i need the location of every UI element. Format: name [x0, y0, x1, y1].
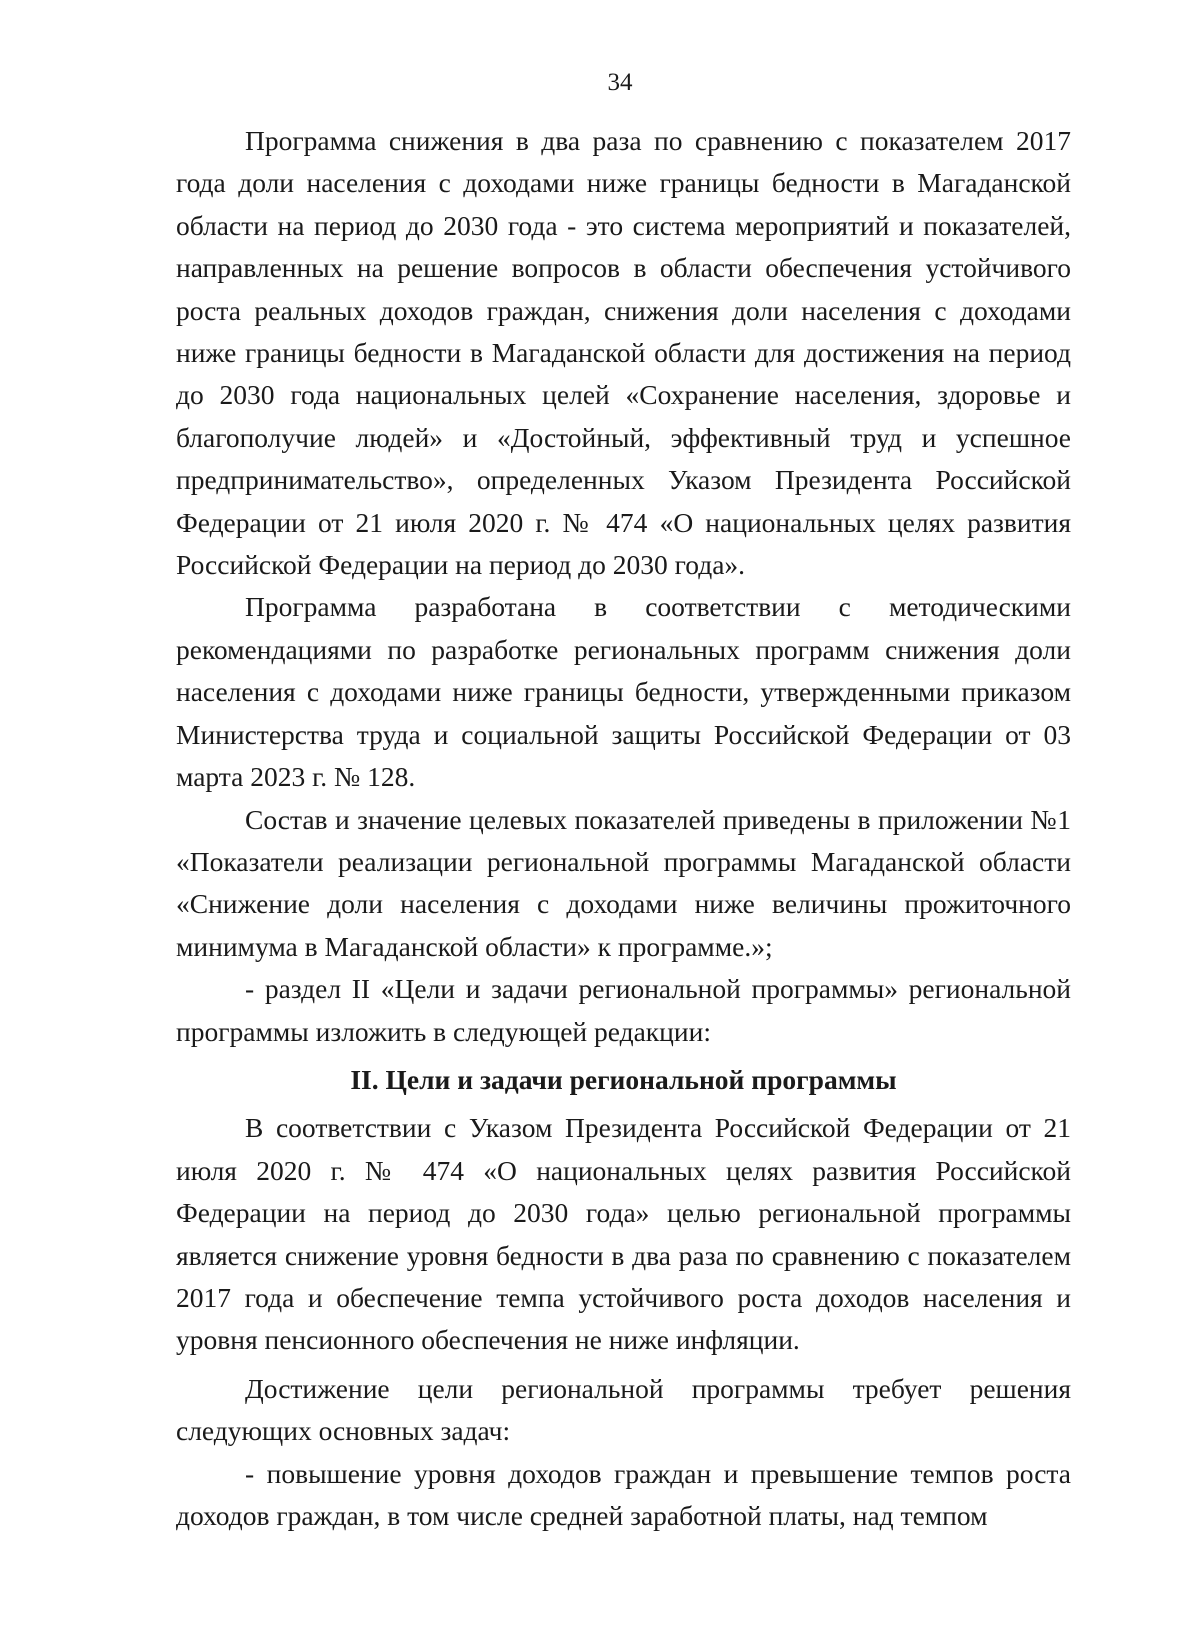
- section-heading: II. Цели и задачи региональной программы: [350, 1063, 897, 1095]
- paragraph-section-amendment: - раздел II «Цели и задачи региональной программы» региональной программы изложить в следующей редакции:: [176, 973, 1071, 1047]
- paragraph-program-goal: В соответствии с Указом Президента Российской Федерации от 21 июля 2020 г. № 474 «О национальных целях развития Российской Федерации на период до 2030 года» целью региональной программы является снижение уровня бедности в два раза по сравнению с показателем 2017 года и обеспечение темпа устойчивого роста доходов населения и уровня пенсионного обеспечения не ниже инфляции.: [176, 1112, 1071, 1356]
- paragraph-target-indicators: Состав и значение целевых показателей приведены в приложении №1 «Показатели реализации региональной программы Магаданской области «Снижение доли населения с доходами ниже величины прожиточного минимума в Магаданской области» к программе.»;: [176, 803, 1071, 962]
- paragraph-main-tasks: Достижение цели региональной программы требует решения следующих основных задач:: [176, 1372, 1071, 1447]
- page-number: 34: [607, 69, 633, 96]
- paragraph-task-income-growth: - повышение уровня доходов граждан и превышение темпов роста доходов граждан, в том числе средней заработной платы, над темпом: [176, 1457, 1071, 1531]
- document-body: [176, 120, 1071, 1537]
- paragraph-program-description: Программа снижения в два раза по сравнению с показателем 2017 года доли населения с доходами ниже границы бедности в Магаданской области на период до 2030 года - это система мероприятий и показателей, направленных на решение вопросов в области обеспечения устойчивого роста реальных доходов граждан, снижения доли населения с доходами ниже границы бедности в Магаданской области для достижения на период до 2030 года национальных целей «Сохранение населения, здоровье и благополучие людей» и «Достойный, эффективный труд и успешное предпринимательство», определенных Указом Президента Российской Федерации от 21 июля 2020 г. № 474 «О национальных целях развития Российской Федерации на период до 2030 года».: [176, 125, 1071, 581]
- paragraph-program-developed: Программа разработана в соответствии с методическими рекомендациями по разработке региональных программ снижения доли населения с доходами ниже границы бедности, утвержденными приказом Министерства труда и социальной защиты Российской Федерации от 03 марта 2023 г. № 128.: [176, 591, 1071, 793]
